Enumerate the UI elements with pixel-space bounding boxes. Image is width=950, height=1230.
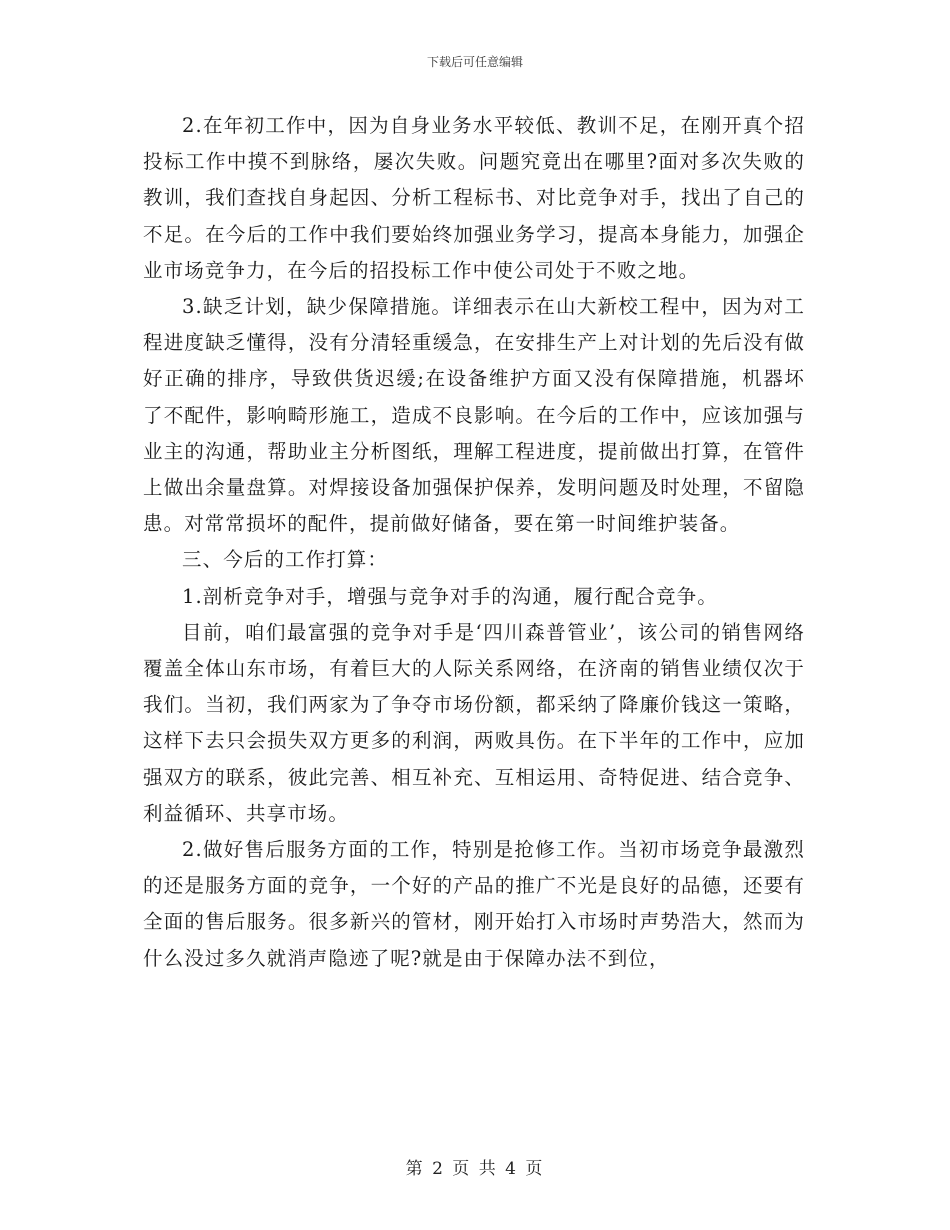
paragraph: 目前，咱们最富强的竞争对手是‘四川森普管业’，该公司的销售网络覆盖全体山东市场，有着巨大的人际关系网络，在济南的销售业绩仅次于我们。当初，我们两家为了争夺市场份额，都采纳了降廉价钱这一策略，这样下去只会损失双方更多的利润，两败具伤。在下半年的工作中，应加强双方的联系，彼此完善、相互补充、互相运用、奇特促进、结合竞争、利益循环、共享市场。 [143,620,805,825]
section-heading: 三、今后的工作打算： [182,548,389,572]
paragraph: 2.在年初工作中，因为自身业务水平较低、教训不足，在刚开真个招投标工作中摸不到脉络，屡次失败。问题究竟出在哪里?面对多次失败的教训，我们查找自身起因、分析工程标书、对比竞争对手，找出了自己的不足。在今后的工作中我们要始终加强业务学习，提高本身能力，加强企业市场竞争力，在今后的招投标工作中使公司处于不败之地。 [143,114,805,282]
document-body [143,108,805,977]
paragraph: 2.做好售后服务方面的工作，特别是抢修工作。当初市场竞争最激烈的还是服务方面的竞争，一个好的产品的推广不光是良好的品德，还要有全面的售后服务。很多新兴的管材，刚开始打入市场时声势浩大，然而为什么没过多久就消声隐迹了呢?就是由于保障办法不到位， [143,838,805,970]
paragraph: 3.缺乏计划，缺少保障措施。详细表示在山大新校工程中，因为对工程进度缺乏懂得，没有分清轻重缓急，在安排生产上对计划的先后没有做好正确的排序，导致供货迟缓;在设备维护方面又没有保障措施，机器坏了不配件，影响畸形施工，造成不良影响。在今后的工作中，应该加强与业主的沟通，帮助业主分析图纸，理解工程进度，提前做出打算，在管件上做出余量盘算。对焊接设备加强保护保养，发明问题及时处理，不留隐患。对常常损坏的配件，提前做好储备，要在第一时间维护装备。 [143,295,805,536]
page-number: 第 2 页 共 4 页 [405,1159,545,1179]
page-header: 下载后可任意编辑 [426,55,523,69]
paragraph: 1.剖析竞争对手，增强与竞争对手的沟通，履行配合竞争。 [182,584,718,608]
